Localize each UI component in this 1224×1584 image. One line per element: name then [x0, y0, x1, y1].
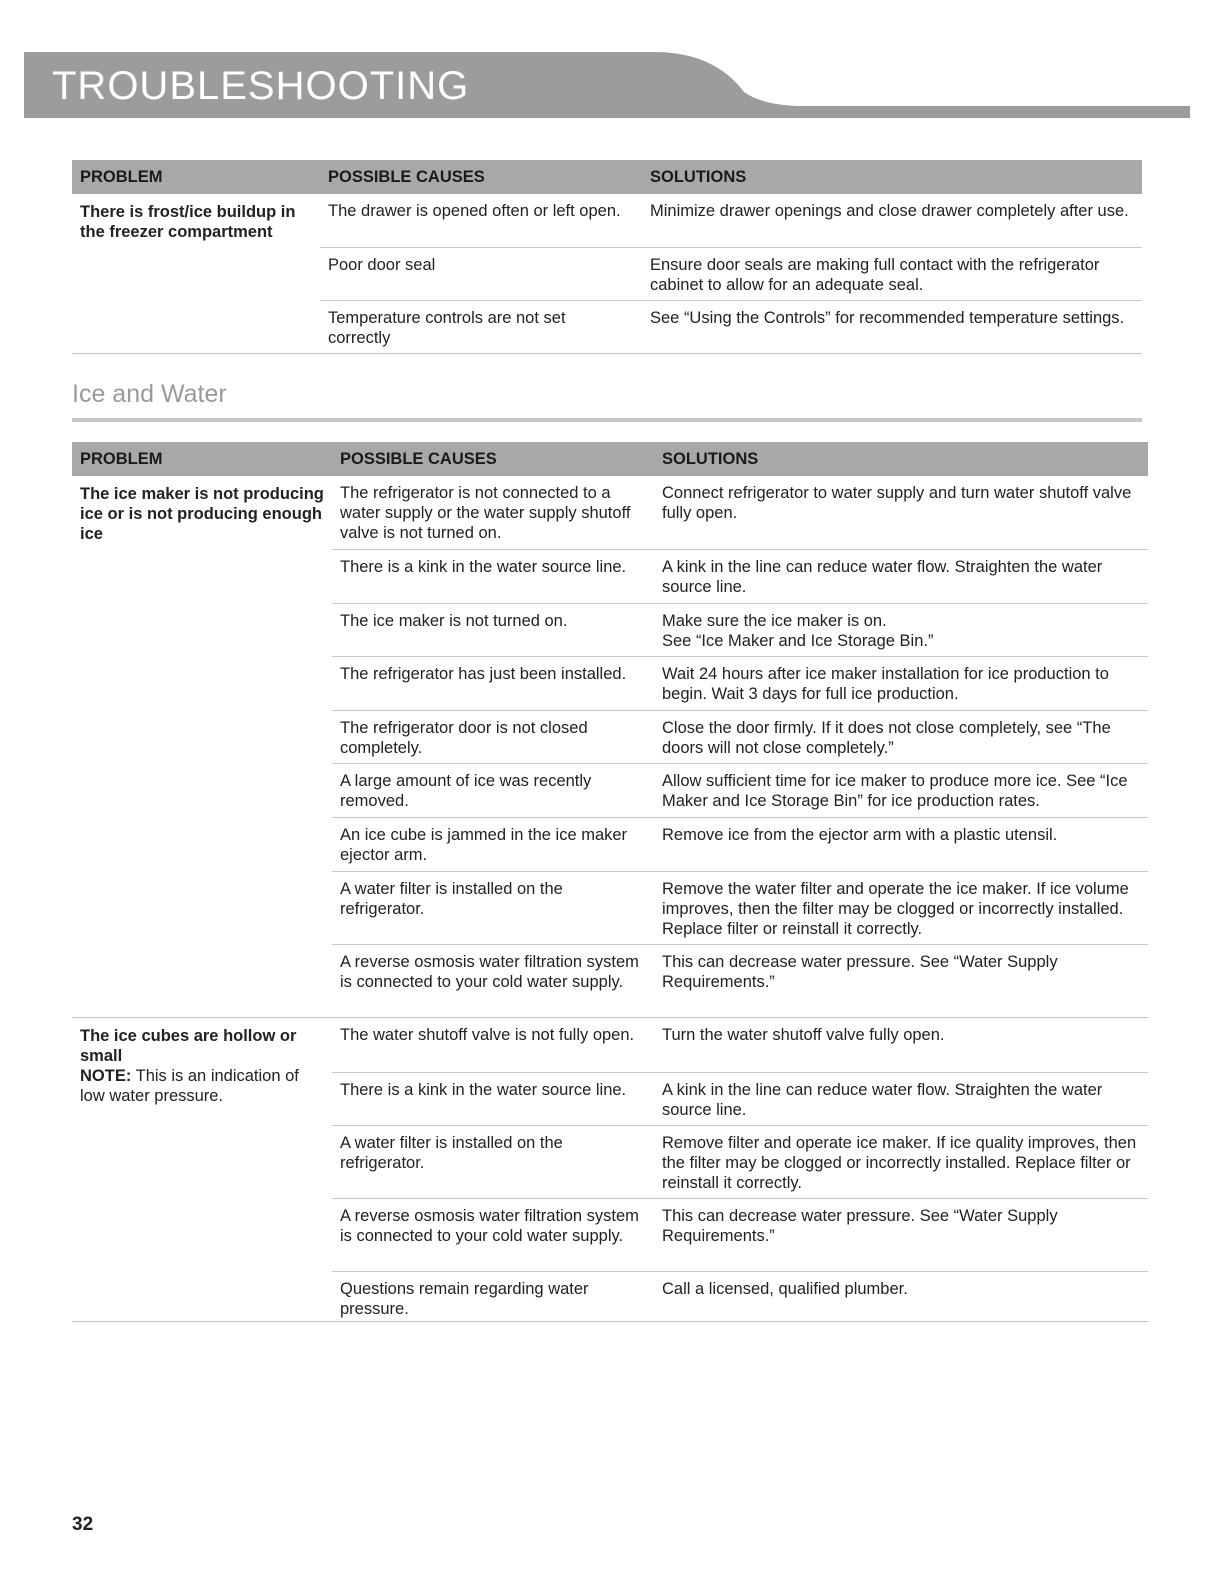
solution-cell: Remove filter and operate ice maker. If ice quality improves, then the filter may be clogged or incorrectly installed. Replace filter or reinstall it correctly. — [662, 1134, 1137, 1192]
table-header — [72, 160, 1142, 194]
cause-cell: A reverse osmosis water filtration system is connected to your cold water supply. — [340, 1207, 639, 1245]
table-row — [332, 1271, 1148, 1321]
header-problem: PROBLEM — [80, 450, 163, 468]
problem-cell — [80, 202, 320, 242]
page-title: TROUBLESHOOTING — [52, 64, 470, 108]
problem-text: There is frost/ice buildup in the freezer compartment — [80, 203, 296, 241]
cause-cell: A water filter is installed on the refrigerator. — [340, 880, 563, 918]
page-number: 32 — [72, 1514, 94, 1535]
table-row — [332, 1198, 1148, 1271]
solution-cell: Remove ice from the ejector arm with a plastic utensil. — [662, 826, 1058, 844]
note-label: NOTE: — [80, 1067, 132, 1085]
cause-cell: A large amount of ice was recently removed. — [340, 772, 592, 810]
table-row — [332, 944, 1148, 1017]
table-row — [332, 1125, 1148, 1198]
header-solutions: SOLUTIONS — [650, 168, 747, 186]
problem-group — [72, 194, 1142, 354]
table-row — [332, 656, 1148, 710]
solution-cell: Call a licensed, qualified plumber. — [662, 1280, 908, 1298]
problem-group — [72, 476, 1148, 1018]
table-header — [72, 442, 1148, 476]
cause-cell: The water shutoff valve is not fully open. — [340, 1026, 635, 1044]
problem-cell — [80, 484, 326, 544]
solution-cell: Ensure door seals are making full contact with the refrigerator cabinet to allow for an adequate seal. — [650, 256, 1100, 294]
solution-cell: This can decrease water pressure. See “Water Supply Requirements.” — [662, 1207, 1058, 1245]
cause-cell: The refrigerator is not connected to a water supply or the water supply shutoff valve is not turned on. — [340, 484, 631, 542]
table-row — [332, 603, 1148, 656]
cause-cell: An ice cube is jammed in the ice maker ejector arm. — [340, 826, 628, 864]
problem-text: The ice cubes are hollow or small — [80, 1027, 297, 1065]
problem-text: The ice maker is not producing ice or is not producing enough ice — [80, 485, 324, 543]
cause-cell: The drawer is opened often or left open. — [328, 202, 621, 220]
cause-cell: Temperature controls are not set correctly — [328, 309, 566, 347]
header-solutions: SOLUTIONS — [662, 450, 759, 468]
table-row — [332, 1072, 1148, 1125]
freezer-troubleshooting-table — [72, 160, 1142, 354]
cause-cell: Questions remain regarding water pressure. — [340, 1280, 589, 1318]
table-row — [332, 763, 1148, 817]
page-banner — [24, 52, 1190, 118]
table-row — [332, 871, 1148, 944]
cause-cell: Poor door seal — [328, 256, 436, 274]
table-row — [332, 710, 1148, 763]
header-possible-causes: POSSIBLE CAUSES — [328, 168, 485, 186]
problem-note — [80, 1066, 326, 1106]
section-divider — [72, 418, 1142, 422]
table-body — [72, 194, 1142, 354]
table-row — [332, 476, 1148, 549]
cause-cell: A reverse osmosis water filtration system is connected to your cold water supply. — [340, 953, 639, 991]
solution-cell: Wait 24 hours after ice maker installation for ice production to begin. Wait 3 days for full ice production. — [662, 665, 1109, 703]
cause-cell: The ice maker is not turned on. — [340, 612, 568, 630]
solution-cell: See “Using the Controls” for recommended temperature settings. — [650, 309, 1125, 327]
cause-cell: The refrigerator door is not closed completely. — [340, 719, 588, 757]
note-text: This is an indication of low water pressure. — [80, 1067, 299, 1105]
cause-cell: There is a kink in the water source line. — [340, 1081, 627, 1099]
solution-cell: Connect refrigerator to water supply and turn water shutoff valve fully open. — [662, 484, 1132, 522]
solution-cell: Minimize drawer openings and close drawer completely after use. — [650, 202, 1129, 220]
table-row — [320, 300, 1142, 353]
table-row — [320, 247, 1142, 300]
cause-cell: There is a kink in the water source line. — [340, 558, 627, 576]
section-title: Ice and Water — [72, 380, 227, 408]
header-problem: PROBLEM — [80, 168, 163, 186]
header-possible-causes: POSSIBLE CAUSES — [340, 450, 497, 468]
solution-cell: A kink in the line can reduce water flow. Straighten the water source line. — [662, 558, 1103, 596]
solution-cell: Close the door firmly. If it does not close completely, see “The doors will not close completely.” — [662, 719, 1111, 757]
table-body — [72, 476, 1148, 1322]
ice-water-troubleshooting-table — [72, 442, 1148, 1322]
solution-cell: Turn the water shutoff valve fully open. — [662, 1026, 945, 1044]
table-row — [332, 1018, 1148, 1072]
solution-cell: This can decrease water pressure. See “Water Supply Requirements.” — [662, 953, 1058, 991]
problem-group — [72, 1018, 1148, 1322]
table-row — [332, 549, 1148, 603]
cause-cell: The refrigerator has just been installed. — [340, 665, 627, 683]
table-row — [320, 194, 1142, 247]
solution-cell: Remove the water filter and operate the ice maker. If ice volume improves, then the filter may be clogged or incorrectly installed. Replace filter or reinstall it correctly. — [662, 880, 1129, 938]
table-row — [332, 817, 1148, 871]
solution-cell: Allow sufficient time for ice maker to produce more ice. See “Ice Maker and Ice Storage Bin” for ice production rates. — [662, 772, 1128, 810]
solution-cell: Make sure the ice maker is on. See “Ice Maker and Ice Storage Bin.” — [662, 612, 934, 650]
problem-cell — [80, 1026, 326, 1106]
solution-cell: A kink in the line can reduce water flow. Straighten the water source line. — [662, 1081, 1103, 1119]
cause-cell: A water filter is installed on the refrigerator. — [340, 1134, 563, 1172]
